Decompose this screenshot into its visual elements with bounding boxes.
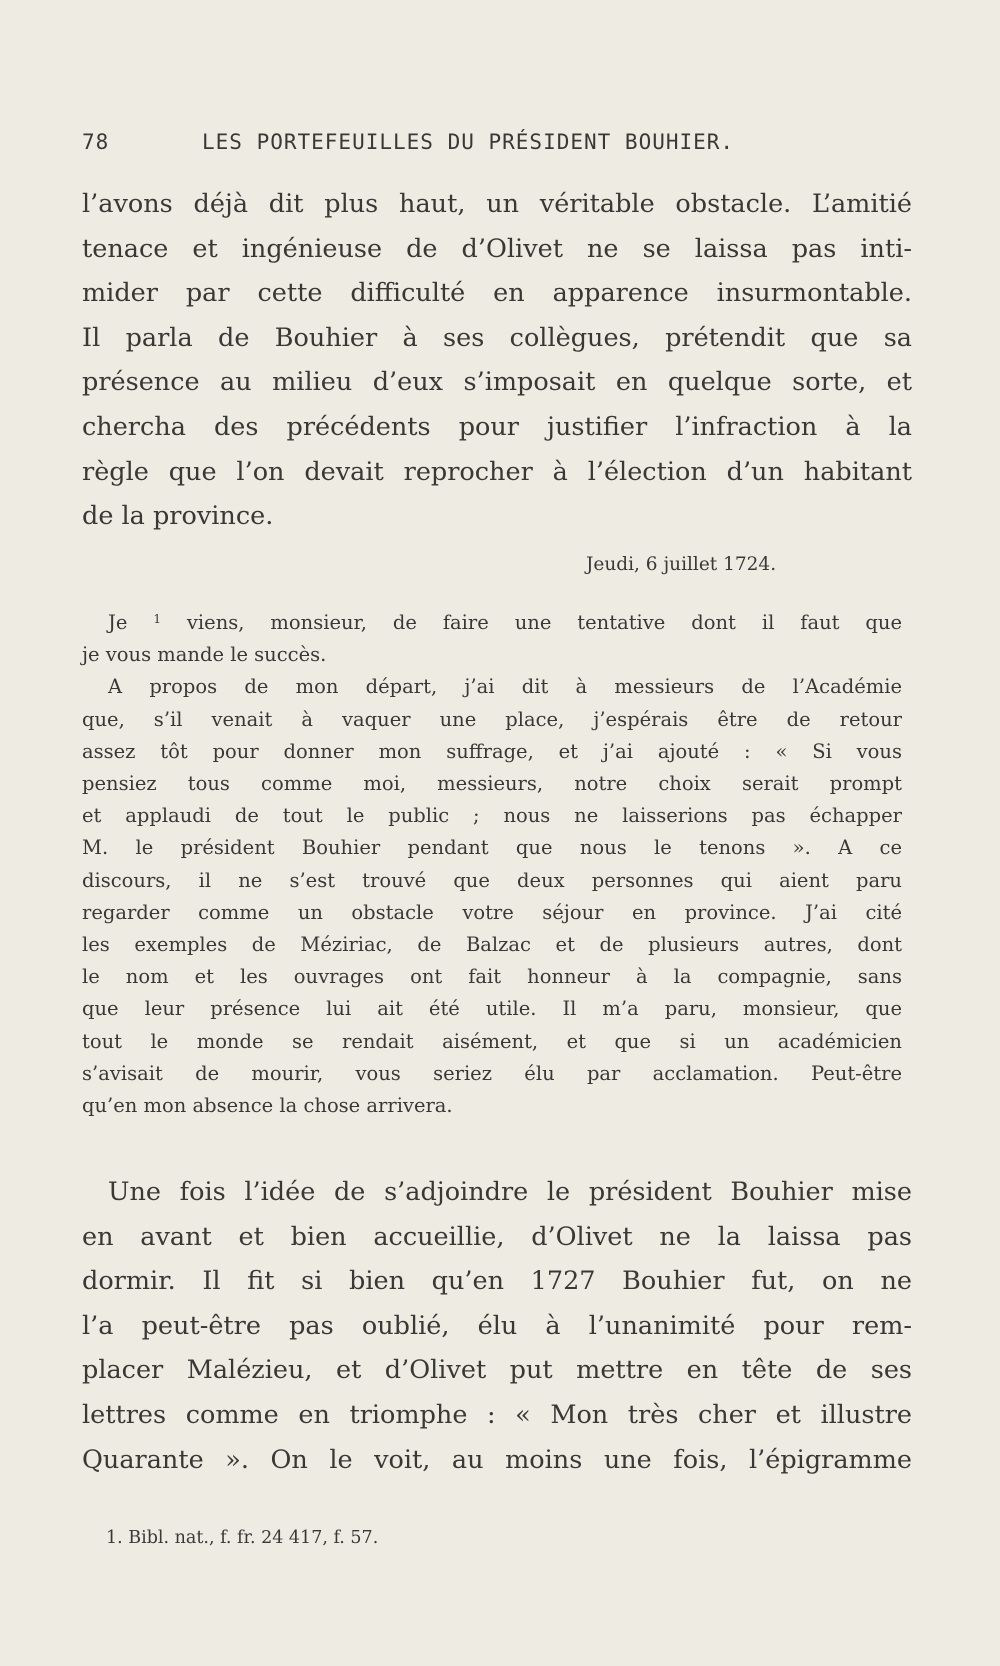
text-line: Une fois l’idée de s’adjoindre le président Bouhier mise xyxy=(108,1177,912,1207)
letter-line: discours, il ne s’est trouvé que deux personnes qui aient paru xyxy=(82,868,902,892)
letter-line: tout le monde se rendait aisément, et que si un académicien xyxy=(82,1029,902,1053)
letter-line: je vous mande le succès. xyxy=(82,643,327,667)
text-line: mider par cette difficulté en apparence insurmontable. xyxy=(82,278,912,309)
text-line: présence au milieu d’eux s’imposait en quelque sorte, et xyxy=(82,367,912,398)
paragraph-2 xyxy=(82,1170,912,1482)
text-line: en avant et bien accueillie, d’Olivet ne la laissa pas xyxy=(82,1221,912,1252)
letter-first-line-text: viens, monsieur, de faire une tentative dont il faut que xyxy=(186,611,903,634)
quoted-letter xyxy=(82,603,902,1122)
letter-line: pensiez tous comme moi, messieurs, notre choix serait prompt xyxy=(82,772,902,796)
text-line: placer Malézieu, et d’Olivet put mettre en tête de ses xyxy=(82,1355,912,1386)
text-line: Il parla de Bouhier à ses collègues, prétendit que sa xyxy=(82,322,912,353)
text-line: Quarante ». On le voit, au moins une fois, l’épigramme xyxy=(82,1444,912,1475)
text-line: règle que l’on devait reprocher à l’élection d’un habitant xyxy=(82,456,912,487)
text-line: lettres comme en triomphe : « Mon très cher et illustre xyxy=(82,1399,912,1430)
running-title: LES PORTEFEUILLES DU PRÉSIDENT BOUHIER. xyxy=(202,130,735,154)
text-line: tenace et ingénieuse de d’Olivet ne se laissa pas inti- xyxy=(82,233,912,264)
letter-first-word: Je xyxy=(108,611,128,634)
letter-line: s’avisait de mourir, vous seriez élu par acclamation. Peut-être xyxy=(82,1061,902,1085)
letter-line: regarder comme un obstacle votre séjour en province. J’ai cité xyxy=(82,900,902,924)
letter-line: que, s’il venait à vaquer une place, j’espérais être de retour xyxy=(82,707,902,731)
letter-line: et applaudi de tout le public ; nous ne laisserions pas échapper xyxy=(82,804,902,828)
letter-first-line xyxy=(82,603,902,639)
letter-line: qu’en mon absence la chose arrivera. xyxy=(82,1094,453,1118)
footnote-marker: 1 xyxy=(153,612,161,626)
letter-line: A propos de mon départ, j’ai dit à messieurs de l’Académie xyxy=(108,675,902,699)
text-line: l’avons déjà dit plus haut, un véritable obstacle. L’amitié xyxy=(82,189,912,219)
letter-dateline: Jeudi, 6 juillet 1724. xyxy=(586,554,777,575)
letter-line: le nom et les ouvrages ont fait honneur à la compagnie, sans xyxy=(82,965,902,989)
page-number: 78 xyxy=(82,130,110,154)
letter-line: assez tôt pour donner mon suffrage, et j’ai ajouté : « Si vous xyxy=(82,739,902,763)
running-head xyxy=(82,130,922,154)
letter-line: que leur présence lui ait été utile. Il m’a paru, monsieur, que xyxy=(82,997,902,1021)
text-line: de la province. xyxy=(82,501,274,532)
letter-line: M. le président Bouhier pendant que nous le tenons ». A ce xyxy=(82,836,902,860)
letter-line: les exemples de Méziriac, de Balzac et de plusieurs autres, dont xyxy=(82,933,902,957)
text-line: l’a peut-être pas oublié, élu à l’unanimité pour rem- xyxy=(82,1310,912,1341)
paragraph-1 xyxy=(82,182,912,539)
footnote: 1. Bibl. nat., f. fr. 24 417, f. 57. xyxy=(106,1528,379,1548)
text-line: chercha des précédents pour justifier l’infraction à la xyxy=(82,411,912,442)
text-line: dormir. Il fit si bien qu’en 1727 Bouhier fut, on ne xyxy=(82,1266,912,1297)
